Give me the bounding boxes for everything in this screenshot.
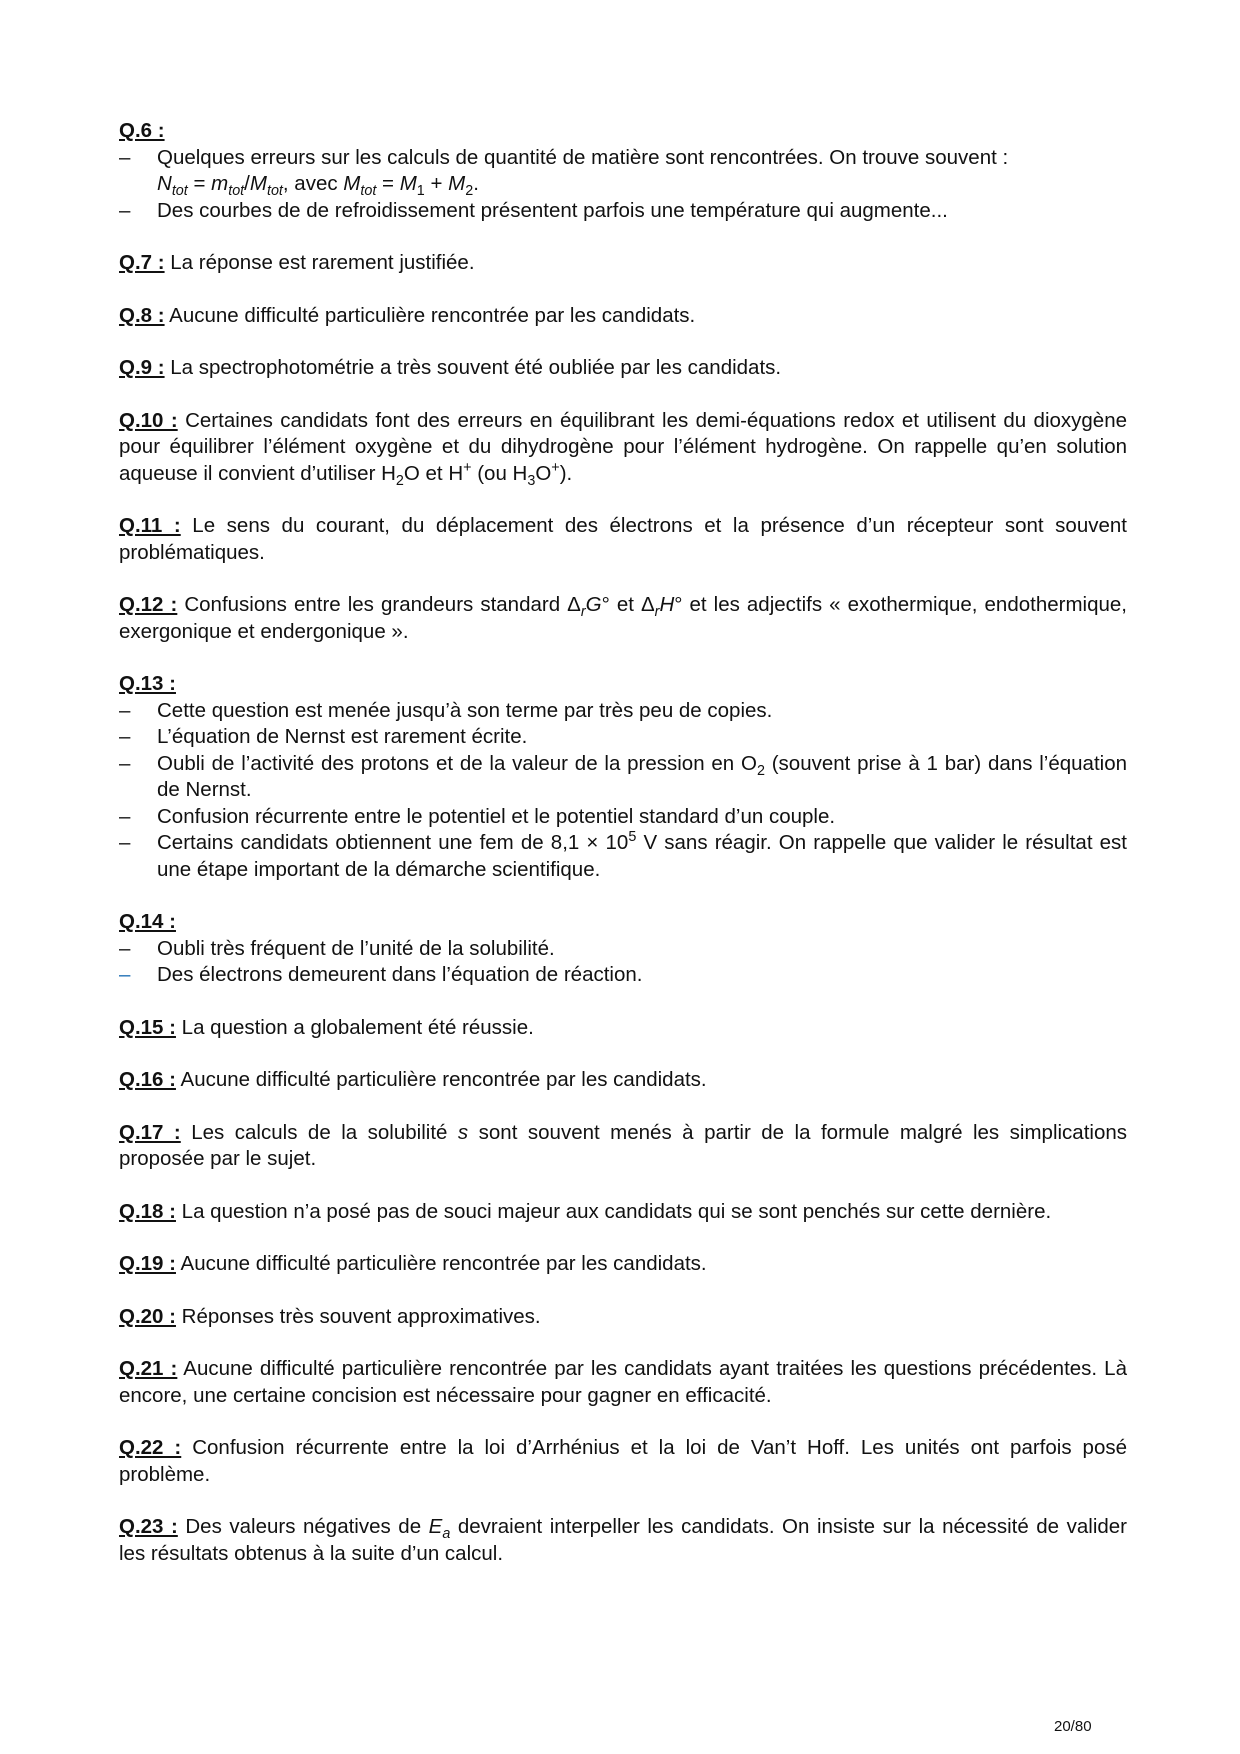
question-11: Q.11 : Le sens du courant, du déplacement des électrons et la présence d’un récepteur sont souvent problématiques.	[119, 514, 1127, 564]
question-16: Q.16 : Aucune difficulté particulière rencontrée par les candidats.	[119, 1068, 707, 1091]
question-label: Q.9 :	[119, 356, 165, 379]
question-label: Q.23 :	[119, 1515, 178, 1538]
question-6	[119, 118, 1127, 224]
question-7: Q.7 : La réponse est rarement justifiée.	[119, 251, 475, 274]
document-body	[119, 118, 1127, 1593]
list-item: – Oubli de l’activité des protons et de la valeur de la pression en $O_2$ (souvent prise à 1 bar) dans l’équation de Nernst.	[119, 751, 1127, 804]
question-label: Q.15 :	[119, 1015, 176, 1039]
list-item: – Cette question est menée jusqu’à son terme par très peu de copies.	[119, 698, 1127, 725]
question-label: Q.7 :	[119, 251, 165, 274]
question-15: Q.15 : La question a globalement été réussie.	[119, 1015, 534, 1039]
question-12: Q.12 : Confusions entre les grandeurs standard $\Delta_rG^\circ$ et $\Delta_rH^\circ$ et les adjectifs « exothermique, endothermique, exergonique et endergonique ».	[119, 593, 1127, 643]
question-label: Q.12 :	[119, 593, 178, 616]
bullet-list	[119, 145, 1127, 225]
question-label: Q.13 :	[119, 672, 176, 695]
list-item: – Oubli très fréquent de l’unité de la solubilité.	[119, 936, 1127, 963]
question-label: Q.11 :	[119, 514, 181, 537]
list-item: – Quelques erreurs sur les calculs de quantité de matière sont rencontrées. On trouve souvent : $N_{tot} = m_{tot}/M_{tot}$, avec $M_{tot} = M_1 + M_2$.	[119, 145, 1127, 198]
question-14	[119, 909, 1127, 989]
question-label: Q.10 :	[119, 408, 178, 432]
question-13	[119, 671, 1127, 883]
question-10: Q.10 : Certaines candidats font des erreurs en équilibrant les demi-équations redox et utilisent du dioxygène pour équilibrer l’élément oxygène et du dihydrogène pour l’élément hydrogène. On rappelle qu’en solution aqueuse il convient d’utiliser $H_2O$ et H+ (ou $H_3O^+$).	[119, 408, 1127, 489]
question-label: Q.8 :	[119, 303, 165, 327]
bullet-list	[119, 698, 1127, 884]
list-item: – Certains candidats obtiennent une fem de $8,1 \times 10^5$ V sans réagir. On rappelle que valider le résultat est une étape important de la démarche scientifique.	[119, 830, 1127, 883]
question-label: Q.21 :	[119, 1357, 178, 1380]
question-label: Q.18 :	[119, 1199, 176, 1223]
question-label: Q.16 :	[119, 1068, 176, 1091]
question-label: Q.14 :	[119, 910, 176, 933]
question-23: Q.23 : Des valeurs négatives de $E_a$ devraient interpeller les candidats. On insiste sur la nécessité de valider les résultats obtenus à la suite d’un calcul.	[119, 1515, 1128, 1565]
question-9: Q.9 : La spectrophotométrie a très souvent été oubliée par les candidats.	[119, 356, 782, 379]
question-19: Q.19 : Aucune difficulté particulière rencontrée par les candidats.	[119, 1252, 707, 1275]
list-item: – Des électrons demeurent dans l’équation de réaction.	[119, 962, 1127, 989]
bullet-list	[119, 936, 1127, 989]
question-21: Q.21 : Aucune difficulté particulière rencontrée par les candidats ayant traitées les questions précédentes. Là encore, une certaine concision est nécessaire pour gagner en efficacité.	[119, 1357, 1127, 1407]
question-label: Q.22 :	[119, 1436, 182, 1459]
question-17: Q.17 : Les calculs de la solubilité s sont souvent menés à partir de la formule malgré les simplications proposée par le sujet.	[119, 1120, 1128, 1170]
question-22: Q.22 : Confusion récurrente entre la loi d’Arrhénius et la loi de Van’t Hoff. Les unités ont parfois posé problème.	[119, 1436, 1127, 1486]
list-item: – L’équation de Nernst est rarement écrite.	[119, 724, 1127, 751]
list-item: – Confusion récurrente entre le potentiel et le potentiel standard d’un couple.	[119, 804, 1127, 831]
question-20: Q.20 : Réponses très souvent approximatives.	[119, 1304, 541, 1328]
question-label: Q.20 :	[119, 1304, 176, 1328]
list-item: – Des courbes de de refroidissement présentent parfois une température qui augmente...	[119, 198, 1127, 225]
question-label: Q.17 :	[119, 1120, 181, 1144]
question-label: Q.6 :	[119, 119, 165, 142]
question-8: Q.8 : Aucune difficulté particulière rencontrée par les candidats.	[119, 303, 696, 327]
question-18: Q.18 : La question n’a posé pas de souci majeur aux candidats qui se sont penchés sur cette dernière.	[119, 1199, 1052, 1223]
question-label: Q.19 :	[119, 1252, 176, 1275]
page-number: 20/80	[1054, 1718, 1092, 1735]
